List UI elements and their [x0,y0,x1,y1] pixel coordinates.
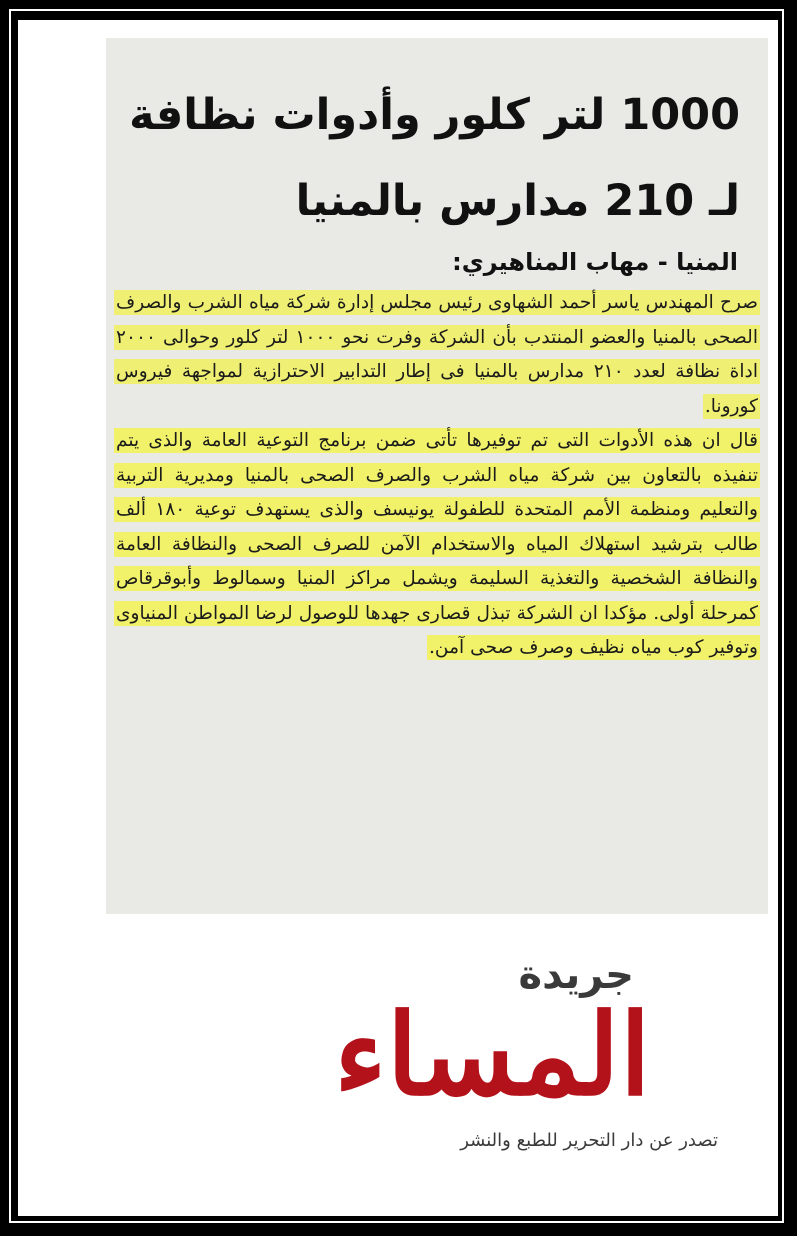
article-body [114,286,760,666]
article-byline: المنيا - مهاب المناهيري: [452,248,738,276]
logo-top-word: جريدة [518,952,634,998]
headline-line-1: 1000 لتر كلور وأدوات نظافة [129,90,740,140]
highlighted-text: قال ان هذه الأدوات التى تم توفيرها تأتى ضمن برنامج التوعية العامة والذى يتم تنفيذه بالتعاون بين شركة مياه الشرب والصرف الصحى بالمنيا ومديرية التربية والتعليم ومنظمة الأمم المتحدة للطفولة يونيسف والذى يستهدف توعية ١٨٠ ألف طالب بترشيد استهلاك المياه والاستخدام الآمن للصرف الصحى والنظافة العامة والنظافة الشخصية والتغذية السليمة ويشمل مراكز المنيا وسمالوط وأبوقرقاص كمرحلة أولى. مؤكدا ان الشركة تبذل قصارى جهدها للوصول لرضا المواطن المنياوى وتوفير كوب مياه نظيف وصرف صحى آمن. [116,430,758,658]
logo-tagline: تصدر عن دار التحرير للطبع والنشر [460,1130,718,1151]
highlighted-text: صرح المهندس ياسر أحمد الشهاوى رئيس مجلس إدارة شركة مياه الشرب والصرف الصحى بالمنيا والعضو المنتدب بأن الشركة وفرت نحو ١٠٠٠ لتر كلور وحوالى ٢٠٠٠ اداة نظافة لعدد ٢١٠ مدارس بالمنيا فى إطار التدابير الاحترازية لمواجهة فيروس كورونا. [116,292,758,417]
article-paragraph-1 [114,286,760,424]
headline-line-2: لـ 210 مدارس بالمنيا [295,176,740,226]
article-headline [116,72,740,244]
logo-name: المساء [334,990,651,1121]
newspaper-clipping [106,38,768,914]
article-paragraph-2 [114,424,760,666]
newspaper-logo [326,946,738,1176]
paper-page [18,20,778,1216]
